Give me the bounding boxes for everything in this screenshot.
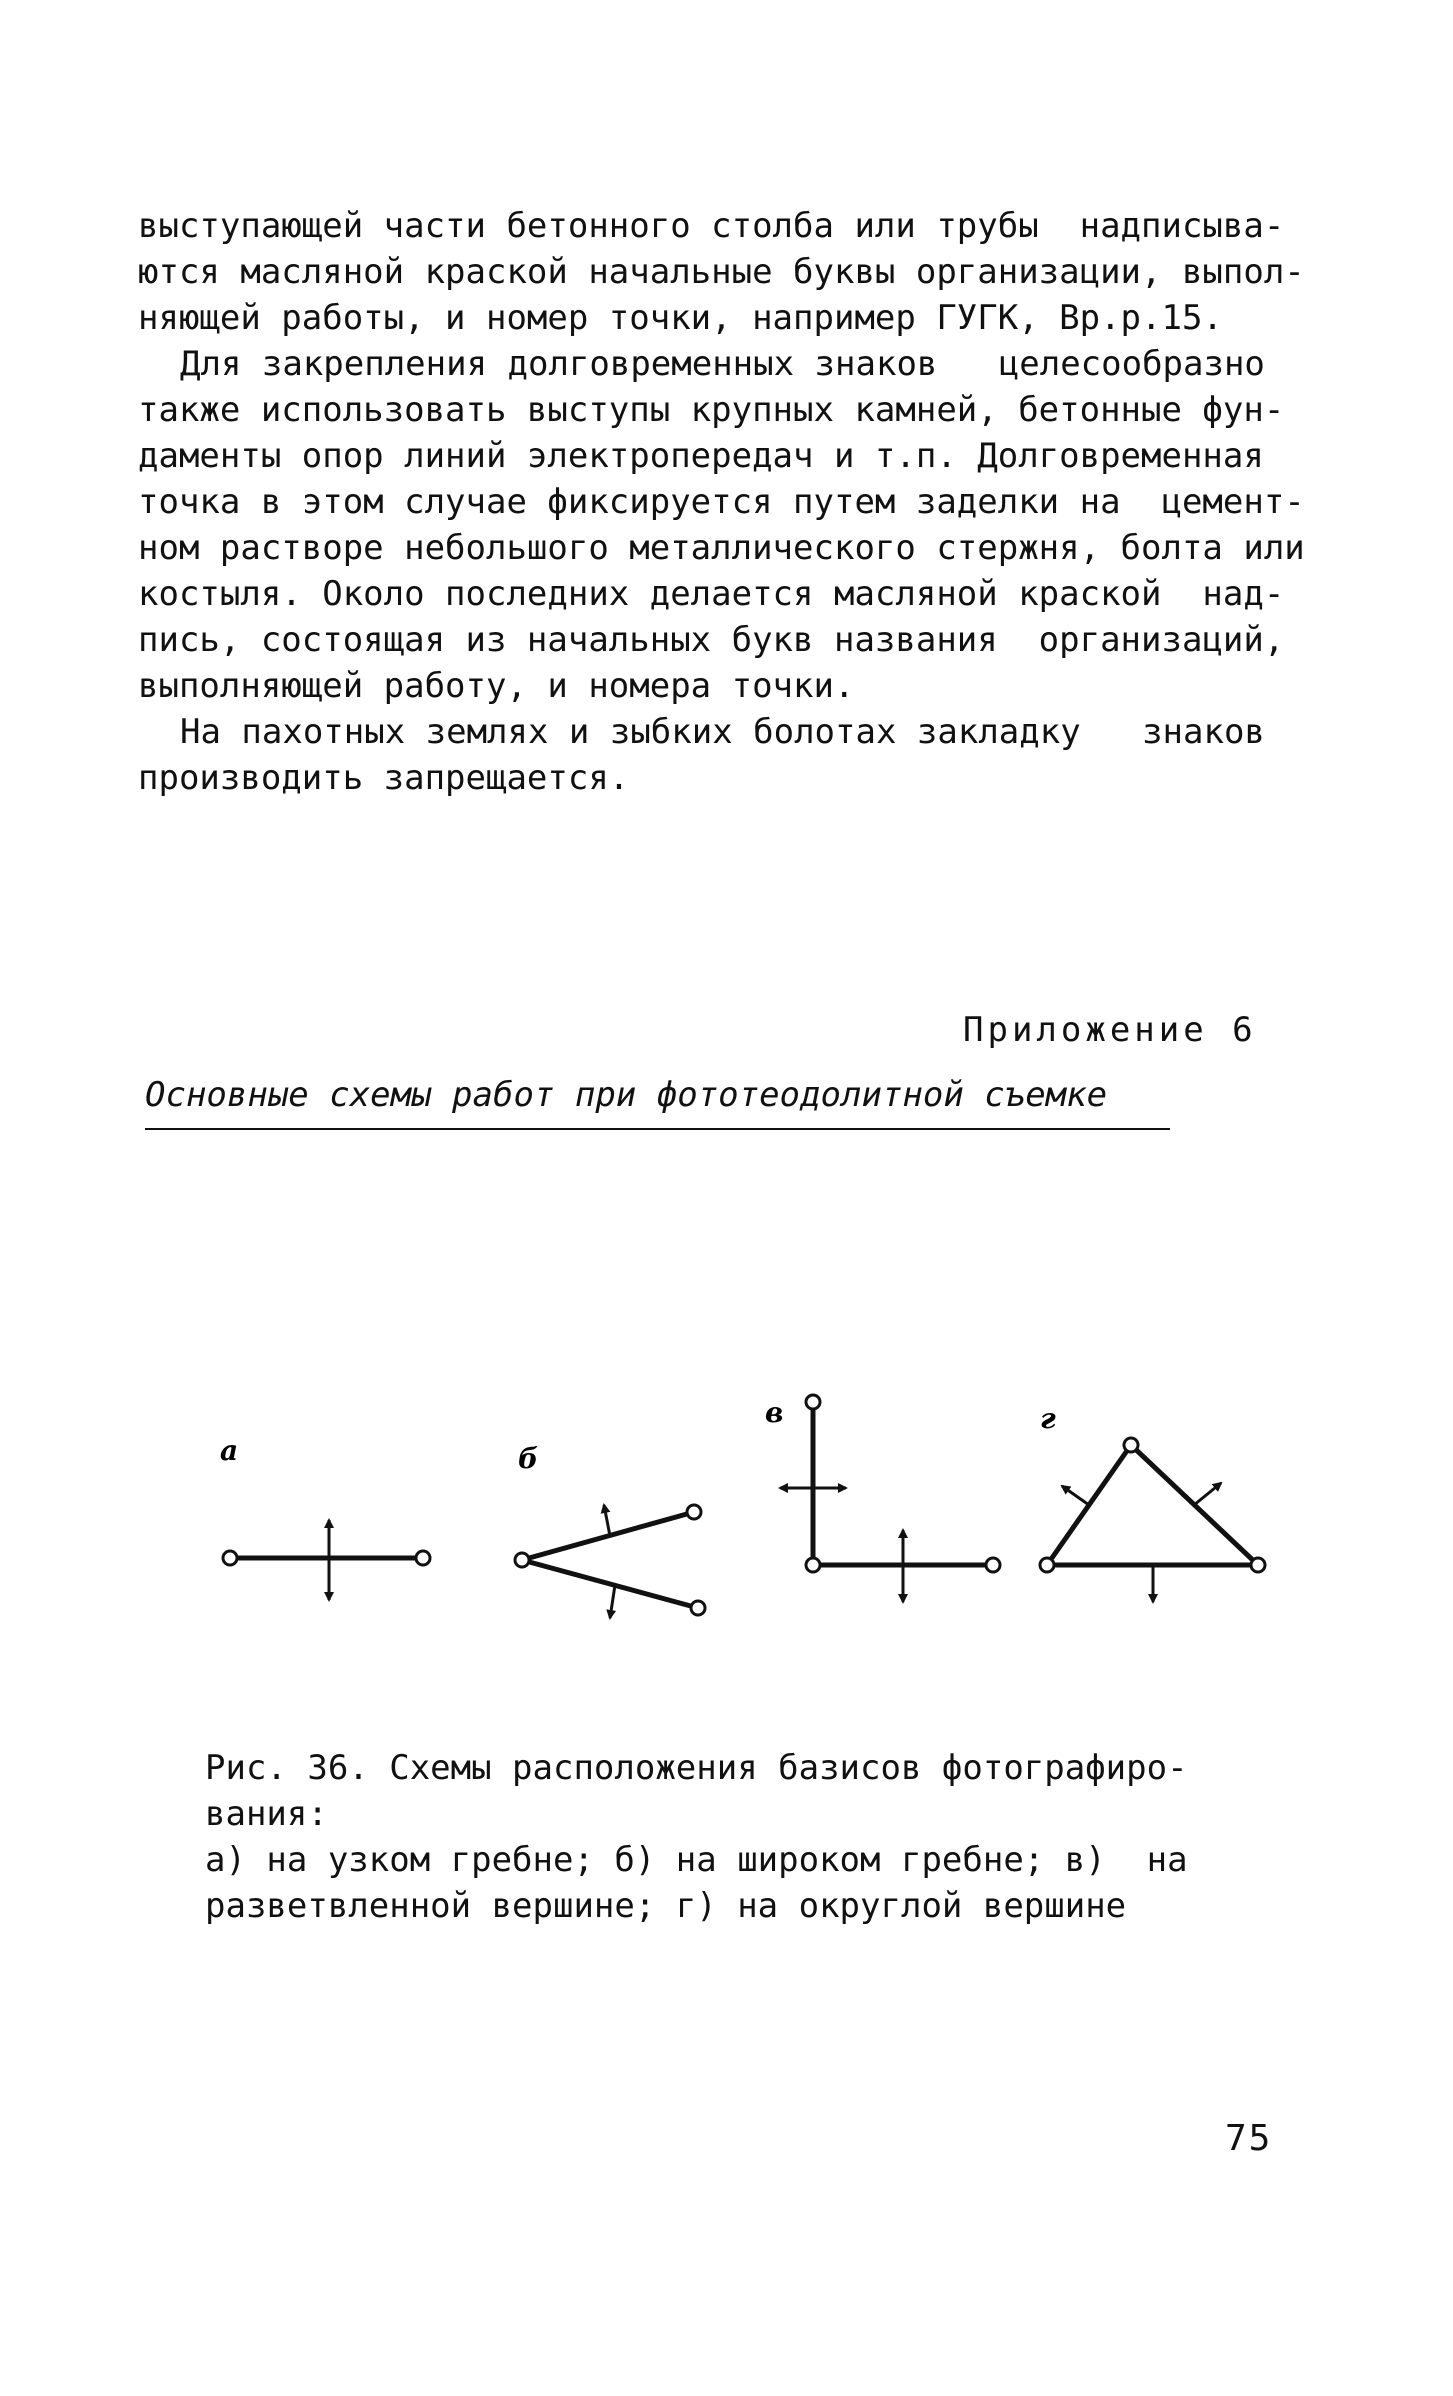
page-number: 75 — [1225, 2118, 1273, 2159]
station-point — [416, 1551, 430, 1565]
text-line: ются масляной краской начальные буквы организации, выпол- — [138, 252, 1305, 292]
text-line: Для закрепления долговременных знаков целесообразно — [180, 344, 1265, 384]
text-line: выступающей части бетонного столба или трубы надписыва- — [138, 206, 1285, 246]
text-line: На пахотных землях и зыбких болотах закладку знаков — [180, 712, 1265, 752]
body-text — [138, 203, 1338, 801]
text-line: точка в этом случае фиксируется путем заделки на цемент- — [138, 482, 1305, 522]
text-line: пись, состоящая из начальных букв названия организаций, — [138, 620, 1285, 660]
station-point — [806, 1395, 820, 1409]
figure-caption — [205, 1745, 1305, 1929]
label-a: а — [220, 1434, 239, 1467]
station-point — [806, 1558, 820, 1572]
station-point — [1040, 1558, 1054, 1572]
label-g: г — [1040, 1402, 1056, 1435]
scheme-a — [220, 1434, 430, 1600]
text-line: производить запрещается. — [138, 758, 630, 798]
direction-arrow-out — [1062, 1486, 1089, 1505]
text-line: няющей работы, и номер точки, например ГУГК, Вр.р.15. — [138, 298, 1223, 338]
station-point — [986, 1558, 1000, 1572]
caption-line: вания: — [205, 1794, 328, 1834]
appendix-label: Приложение 6 — [963, 1010, 1257, 1050]
station-point — [691, 1601, 705, 1615]
label-v: в — [765, 1396, 784, 1429]
baseline-triangle — [1047, 1445, 1258, 1565]
station-point — [515, 1553, 529, 1567]
caption-line: разветвленной вершине; г) на округлой вершине — [205, 1886, 1127, 1926]
scheme-v — [765, 1395, 1000, 1602]
text-line: ном растворе небольшого металлического стержня, болта или — [138, 528, 1305, 568]
figure-36 — [200, 1380, 1320, 1680]
baseline-diagram — [200, 1380, 1320, 1680]
text-line: костыля. Около последних делается масляной краской над- — [138, 574, 1285, 614]
caption-line: Рис. 36. Схемы расположения базисов фотографиро- — [205, 1748, 1188, 1788]
station-point — [223, 1551, 237, 1565]
scheme-b — [515, 1442, 705, 1618]
text-line: выполняющей работу, и номера точки. — [138, 666, 855, 706]
station-point — [1124, 1438, 1138, 1452]
text-line: также использовать выступы крупных камней, бетонные фун- — [138, 390, 1285, 430]
direction-arrow-out — [1194, 1483, 1221, 1505]
title-underline — [145, 1128, 1170, 1130]
station-point — [687, 1505, 701, 1519]
baseline-b-lower — [522, 1560, 698, 1608]
caption-line: а) на узком гребне; б) на широком гребне; в) на — [205, 1840, 1188, 1880]
text-line: даменты опор линий электропередач и т.п. Долговременная — [138, 436, 1264, 476]
station-point — [1251, 1558, 1265, 1572]
label-b: б — [518, 1442, 539, 1475]
appendix-title: Основные схемы работ при фототеодолитной съемке — [145, 1075, 1108, 1115]
direction-arrow-up — [604, 1505, 610, 1536]
direction-arrow-down — [610, 1585, 615, 1618]
scheme-g — [1040, 1402, 1265, 1602]
